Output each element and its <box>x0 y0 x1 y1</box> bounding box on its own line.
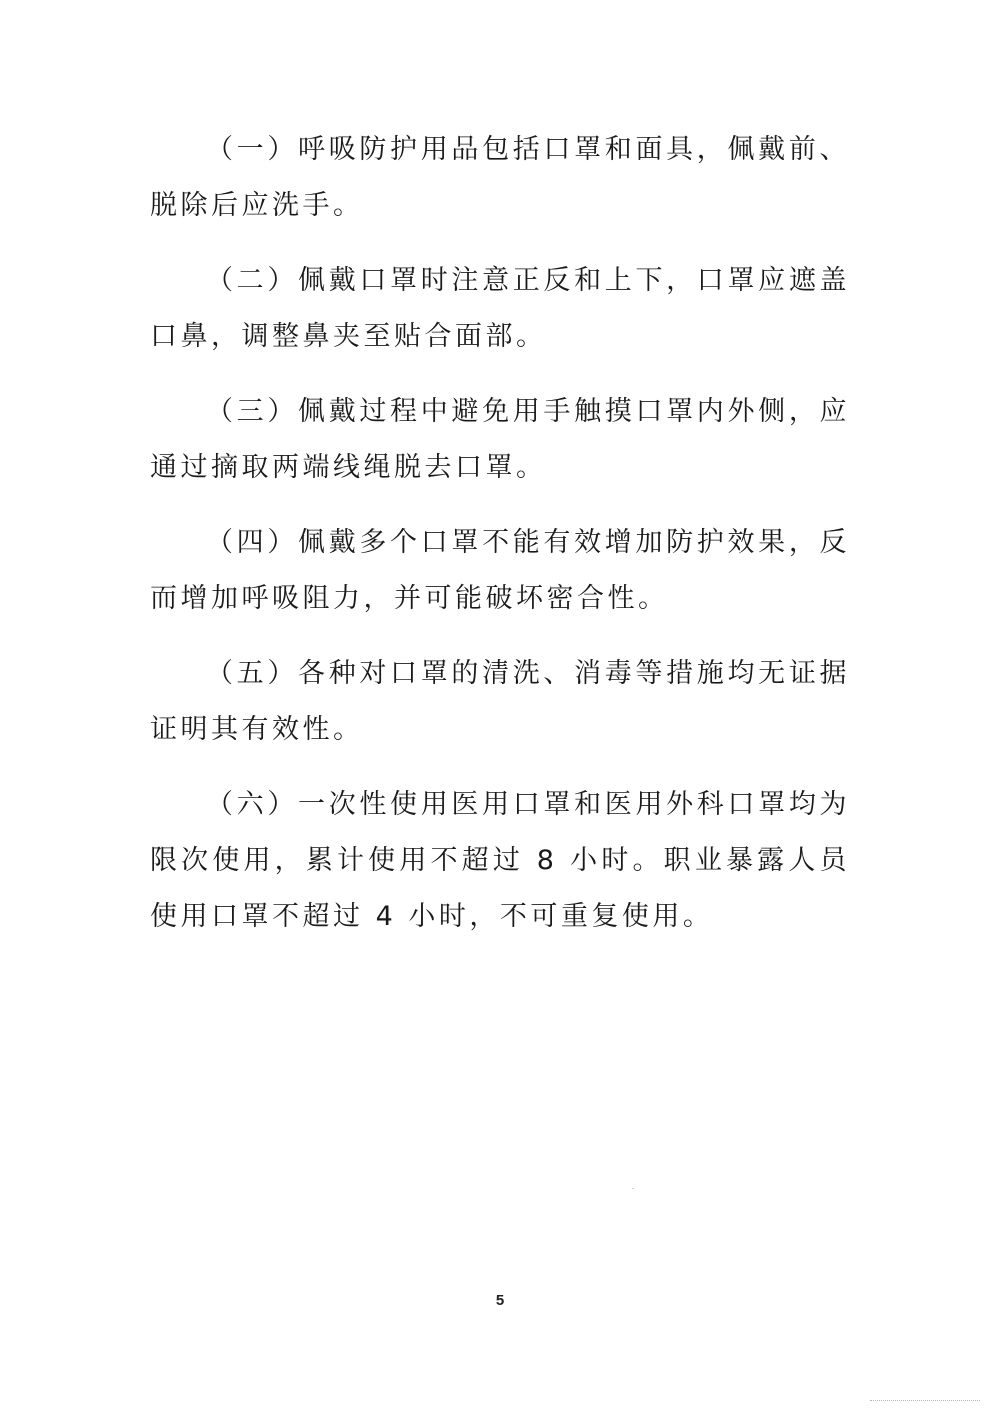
scan-artifact-mark <box>870 1400 980 1404</box>
paragraph-2: （二）佩戴口罩时注意正反和上下，口罩应遮盖口鼻，调整鼻夹至贴合面部。 <box>150 265 850 352</box>
paragraph-3: （三）佩戴过程中避免用手触摸口罩内外侧，应通过摘取两端线绳脱去口罩。 <box>150 396 850 483</box>
scan-artifact-dot <box>632 1188 634 1189</box>
page-number: 5 <box>495 1292 505 1309</box>
paragraph-4: （四）佩戴多个口罩不能有效增加防护效果，反而增加呼吸阻力，并可能破坏密合性。 <box>150 527 850 614</box>
paragraph-1: （一）呼吸防护用品包括口罩和面具，佩戴前、脱除后应洗手。 <box>150 134 850 221</box>
body-text <box>150 122 850 964</box>
paragraph-5: （五）各种对口罩的清洗、消毒等措施均无证据证明其有效性。 <box>150 658 850 745</box>
paragraph-6: （六）一次性使用医用口罩和医用外科口罩均为限次使用，累计使用不超过 8 小时。职业暴露人员使用口罩不超过 4 小时，不可重复使用。 <box>150 789 850 932</box>
